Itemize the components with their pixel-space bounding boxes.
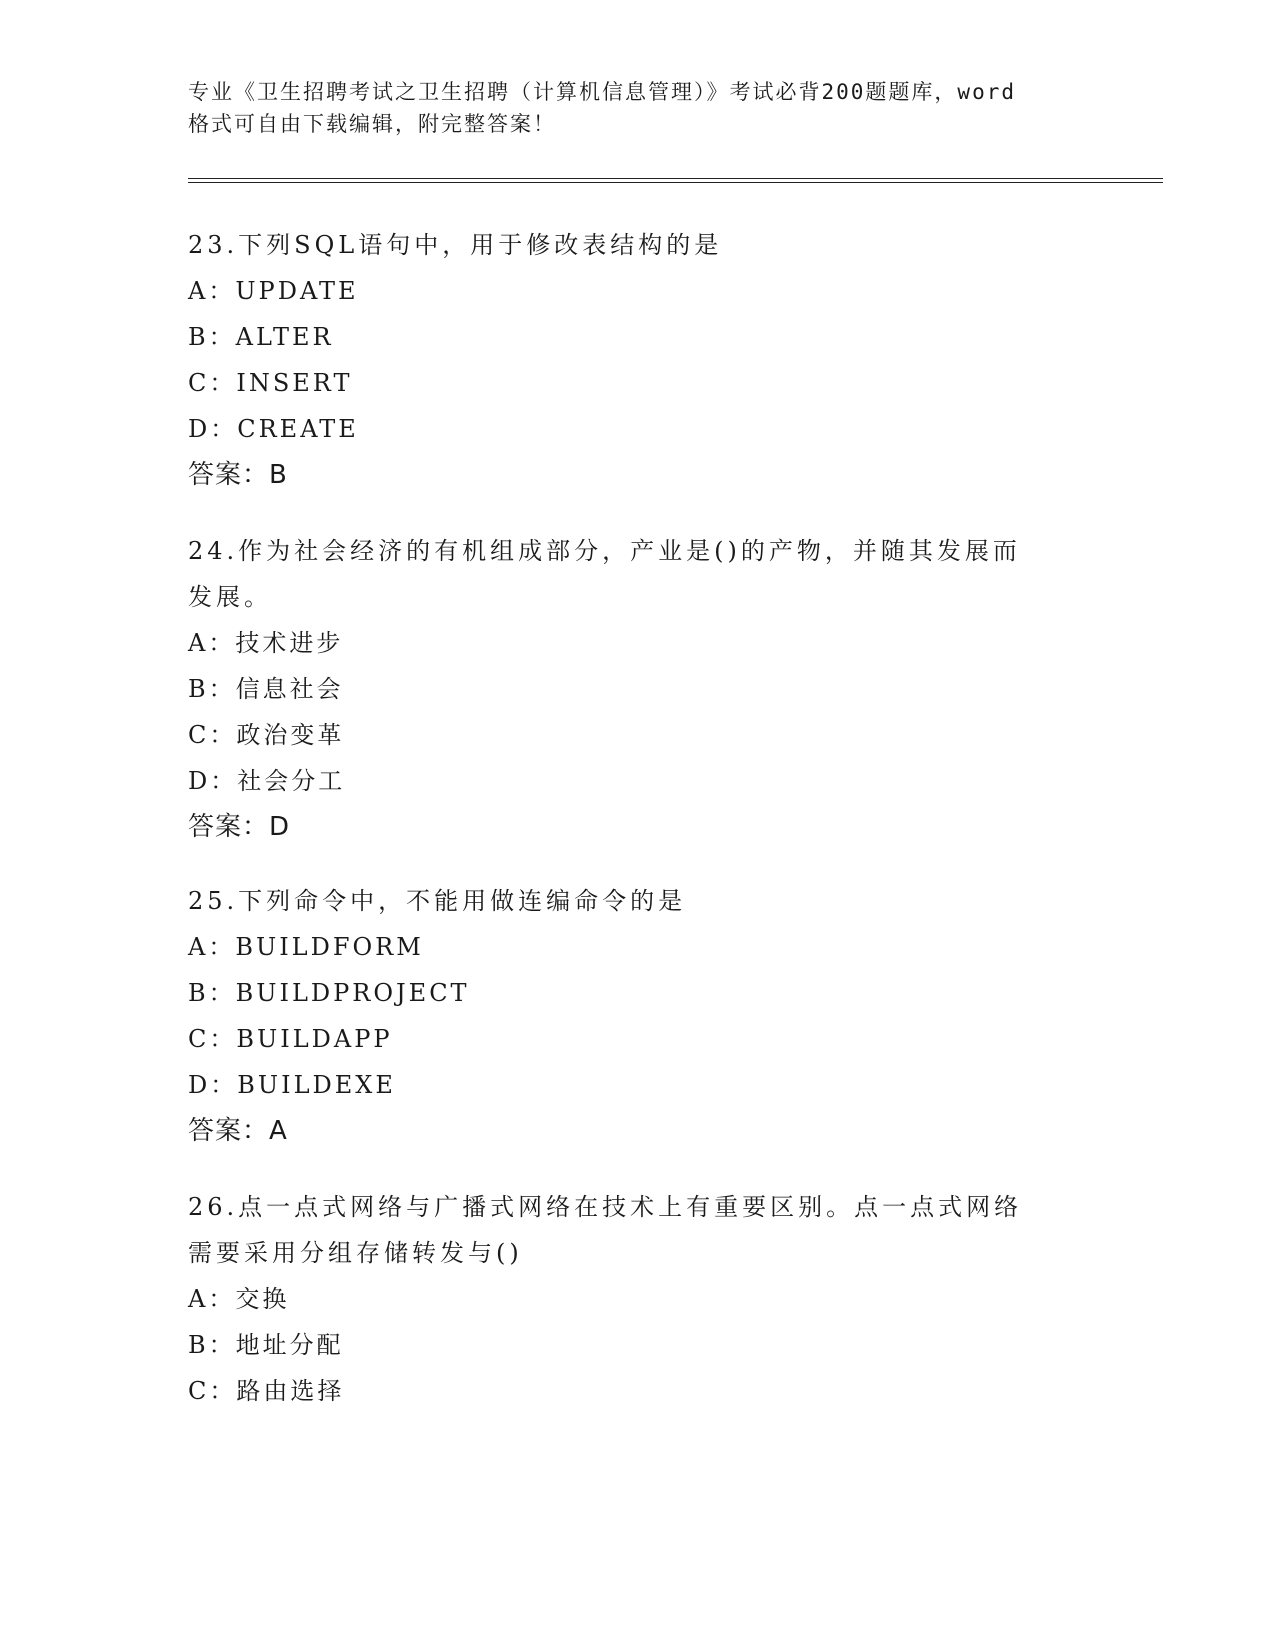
option-a: A：BUILDFORM	[188, 933, 424, 961]
question-23	[188, 222, 1088, 498]
header-line-1: 专业《卫生招聘考试之卫生招聘（计算机信息管理）》考试必背200题题库，word	[188, 80, 1016, 104]
option-a: A：技术进步	[188, 629, 344, 657]
question-24	[188, 528, 1048, 850]
option-a: A：交换	[188, 1285, 290, 1313]
option-b: B：地址分配	[188, 1331, 344, 1359]
document-header	[188, 76, 1088, 140]
option-c: C：政治变革	[188, 721, 345, 749]
answer-label: 答案：B	[188, 460, 288, 490]
option-b: B：ALTER	[188, 323, 334, 351]
answer-label: 答案：D	[188, 812, 291, 842]
header-divider	[188, 178, 1163, 183]
question-stem: 24.作为社会经济的有机组成部分，产业是()的产物，并随其发展而发展。	[188, 537, 1021, 611]
question-stem: 25.下列命令中，不能用做连编命令的是	[188, 887, 687, 915]
option-a: A：UPDATE	[188, 277, 359, 305]
answer-label: 答案：A	[188, 1116, 288, 1146]
option-b: B：信息社会	[188, 675, 344, 703]
option-c: C：INSERT	[188, 369, 353, 397]
option-d: D：CREATE	[188, 415, 359, 443]
question-26	[188, 1184, 1048, 1414]
option-b: B：BUILDPROJECT	[188, 979, 470, 1007]
option-c: C：路由选择	[188, 1377, 345, 1405]
question-stem: 26.点一点式网络与广播式网络在技术上有重要区别。点一点式网络需要采用分组存储转发与()	[188, 1193, 1023, 1267]
question-25	[188, 878, 1088, 1154]
question-stem: 23.下列SQL语句中，用于修改表结构的是	[188, 231, 723, 259]
header-line-2: 格式可自由下载编辑，附完整答案！	[188, 112, 556, 136]
option-d: D：社会分工	[188, 767, 346, 795]
option-d: D：BUILDEXE	[188, 1071, 396, 1099]
document-page	[188, 0, 1163, 1650]
option-c: C：BUILDAPP	[188, 1025, 393, 1053]
